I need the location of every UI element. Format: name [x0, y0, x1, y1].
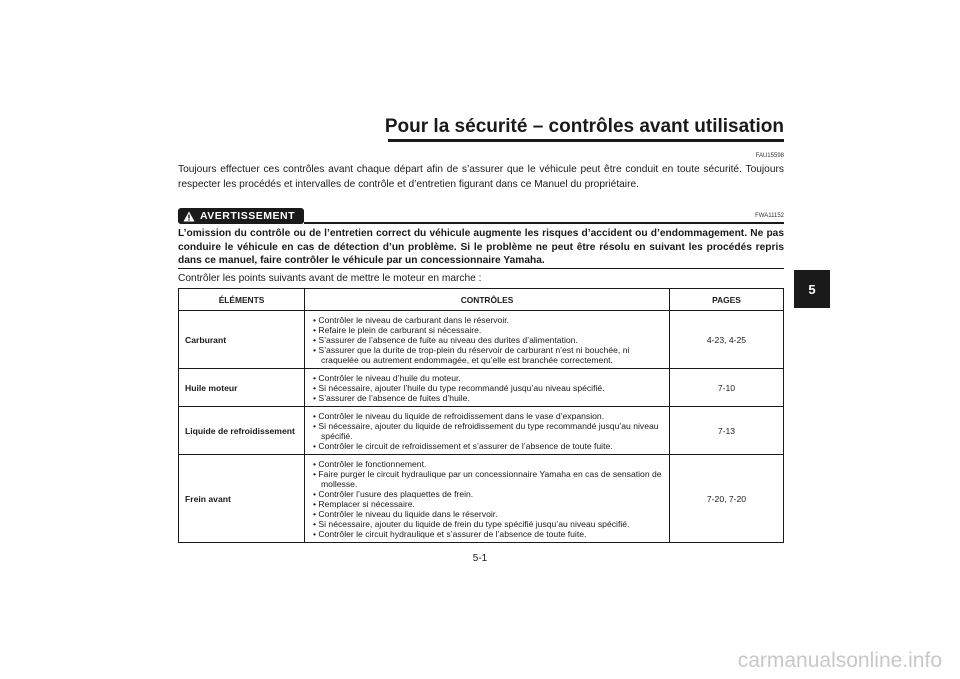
check-item: • Faire purger le circuit hydraulique par un concessionnaire Yamaha en cas de sensation de mollesse.	[313, 469, 663, 489]
check-item: • Contrôler le niveau de carburant dans le réservoir.	[313, 315, 663, 325]
row-checks	[305, 455, 670, 543]
warning-rule	[304, 222, 784, 224]
warning-triangle-icon	[178, 208, 200, 224]
check-item: • Si nécessaire, ajouter du liquide de frein du type spécifié jusqu’au niveau spécifié.	[313, 519, 663, 529]
row-pages: 7-10	[670, 369, 784, 407]
row-item: Huile moteur	[179, 369, 305, 407]
check-item: • Remplacer si nécessaire.	[313, 499, 663, 509]
warning-bottom-rule	[178, 268, 784, 269]
check-item: • S’assurer de l’absence de fuites d’huile.	[313, 393, 663, 403]
watermark: carmanualsonline.info	[737, 649, 942, 672]
chapter-tab: 5	[794, 270, 830, 308]
check-item: • Contrôler le niveau d’huile du moteur.	[313, 373, 663, 383]
table-row	[179, 311, 784, 369]
header-controles: CONTRÔLES	[305, 289, 670, 311]
warning-badge	[178, 208, 304, 224]
check-item: • S’assurer de l’absence de fuite au niveau des durites d’alimentation.	[313, 335, 663, 345]
warning-code: FWA11152	[755, 213, 784, 219]
check-item: • S’assurer que la durite de trop-plein du réservoir de carburant n’est ni bouchée, ni craquelée ou autrement endommagée, et qu’elle est branchée correctement.	[313, 345, 663, 365]
title-rule	[388, 139, 784, 142]
table-row	[179, 369, 784, 407]
check-item: • Refaire le plein de carburant si nécessaire.	[313, 325, 663, 335]
intro-paragraph: Toujours effectuer ces contrôles avant chaque départ afin de s’assurer que le véhicule peut être conduit en toute sécurité. Toujours respecter les procédés et intervalles de contrôle et d’entretien figurant dans ce Manuel du propriétaire.	[178, 164, 784, 190]
warning-label: AVERTISSEMENT	[200, 210, 295, 222]
check-item: • Contrôler le circuit de refroidissement et s’assurer de l’absence de toute fuite.	[313, 441, 663, 451]
page-title: Pour la sécurité – contrôles avant utilisation	[384, 116, 784, 137]
warning-text: L’omission du contrôle ou de l’entretien correct du véhicule augmente les risques d’accident ou d’endommagement. Ne pas conduire le véhicule en cas de détection d’un problème. Si le problème ne peut être résolu en suivant les procédés repris dans ce manuel, faire contrôler le véhicule par un concessionnaire Yamaha.	[178, 228, 784, 266]
check-item: • Si nécessaire, ajouter du liquide de refroidissement du type recommandé jusqu’au niveau spécifié.	[313, 421, 663, 441]
checks-table	[178, 288, 784, 543]
check-item: • Contrôler le niveau du liquide de refroidissement dans le vase d’expansion.	[313, 411, 663, 421]
checklist-lead: Contrôler les points suivants avant de mettre le moteur en marche :	[178, 273, 482, 284]
check-item: • Contrôler l’usure des plaquettes de frein.	[313, 489, 663, 499]
page-number: 5-1	[472, 553, 488, 564]
row-item: Carburant	[179, 311, 305, 369]
check-item: • Contrôler le niveau du liquide dans le réservoir.	[313, 509, 663, 519]
row-checks	[305, 369, 670, 407]
section-code: FAU15598	[755, 153, 784, 159]
row-pages: 7-13	[670, 407, 784, 455]
row-checks	[305, 311, 670, 369]
row-pages: 7-20, 7-20	[670, 455, 784, 543]
table-row	[179, 407, 784, 455]
check-item: • Si nécessaire, ajouter l’huile du type recommandé jusqu’au niveau spécifié.	[313, 383, 663, 393]
header-elements: ÉLÉMENTS	[179, 289, 305, 311]
row-item: Liquide de refroidissement	[179, 407, 305, 455]
row-checks	[305, 407, 670, 455]
header-pages: PAGES	[670, 289, 784, 311]
row-item: Frein avant	[179, 455, 305, 543]
table-row	[179, 455, 784, 543]
check-item: • Contrôler le fonctionnement.	[313, 459, 663, 469]
row-pages: 4-23, 4-25	[670, 311, 784, 369]
check-item: • Contrôler le circuit hydraulique et s’assurer de l’absence de toute fuite.	[313, 529, 663, 539]
table-header-row	[179, 289, 784, 311]
